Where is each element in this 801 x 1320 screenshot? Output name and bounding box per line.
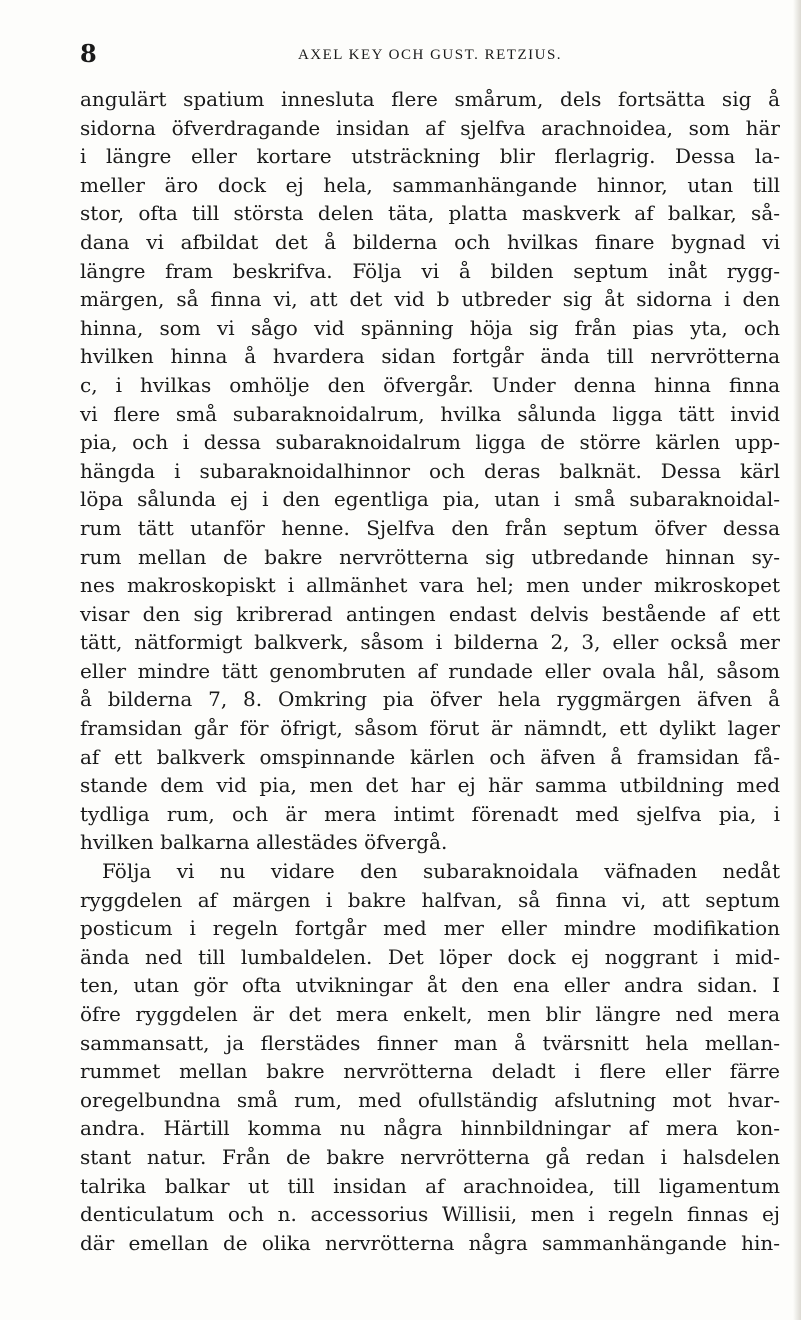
text-line: denticulatum och n. accessorius Willisii, men i regeln finnas ej: [80, 1202, 780, 1227]
text-line: märgen, så finna vi, att det vid b utbreder sig åt sidorna i den: [80, 287, 780, 312]
body-text: [80, 85, 780, 1257]
text-line: af ett balkverk omspinnande kärlen och äfven å framsidan få-: [80, 744, 780, 769]
text-line: löpa sålunda ej i den egentliga pia, utan i små subaraknoidal-: [80, 487, 780, 512]
text-line: hvilken hinna å hvardera sidan fortgår ända till nervrötterna: [80, 344, 780, 369]
text-line: vi flere små subaraknoidalrum, hvilka sålunda ligga tätt invid: [80, 401, 780, 426]
page-number: 8: [80, 39, 97, 68]
page-header: [80, 40, 780, 68]
text-line: rummet mellan bakre nervrötterna deladt i flere eller färre: [80, 1059, 780, 1084]
text-line: visar den sig kribrerad antingen endast delvis bestående af ett: [80, 601, 780, 626]
text-line: tydliga rum, och är mera intimt förenadt med sjelfva pia, i: [80, 801, 780, 826]
text-line: där emellan de olika nervrötterna några sammanhängande hin-: [80, 1230, 780, 1255]
text-line: stor, ofta till största delen täta, platta maskverk af balkar, så-: [80, 201, 780, 226]
text-line: hinna, som vi sågo vid spänning höja sig från pias yta, och: [80, 315, 780, 340]
text-line: nes makroskopiskt i allmänhet vara hel; men under mikroskopet: [80, 573, 780, 598]
text-line: oregelbundna små rum, med ofullständig afslutning mot hvar-: [80, 1087, 780, 1112]
text-line: pia, och i dessa subaraknoidalrum ligga de större kärlen upp-: [80, 430, 780, 455]
text-line: å bilderna 7, 8. Omkring pia öfver hela ryggmärgen äfven å: [80, 687, 780, 712]
text-line: rum tätt utanför henne. Sjelfva den från septum öfver dessa: [80, 515, 780, 540]
text-line: talrika balkar ut till insidan af arachnoidea, till ligamentum: [80, 1173, 780, 1198]
text-line: sidorna öfverdragande insidan af sjelfva arachnoidea, som här: [80, 115, 780, 140]
text-line: andra. Härtill komma nu några hinnbildningar af mera kon-: [80, 1116, 780, 1141]
text-line: meller äro dock ej hela, sammanhängande hinnor, utan till: [80, 172, 780, 197]
paragraph-start-line: Följa vi nu vidare den subaraknoidala väfnaden nedåt: [102, 859, 780, 884]
text-line: eller mindre tätt genombruten af rundade eller ovala hål, såsom: [80, 658, 780, 683]
text-line: ten, utan gör ofta utvikningar åt den ena eller andra sidan. I: [80, 973, 780, 998]
text-line: stande dem vid pia, men det har ej här samma utbildning med: [80, 773, 780, 798]
text-line: angulärt spatium innesluta flere smårum, dels fortsätta sig å: [80, 87, 780, 111]
running-head: AXEL KEY OCH GUST. RETZIUS.: [297, 47, 563, 63]
text-line: c, i hvilkas omhölje den öfvergår. Under denna hinna finna: [80, 372, 780, 397]
text-line: stant natur. Från de bakre nervrötterna gå redan i halsdelen: [80, 1144, 780, 1169]
text-line: framsidan går för öfrigt, såsom förut är nämndt, ett dylikt lager: [80, 716, 780, 741]
text-line: sammansatt, ja flerstädes finner man å tvärsnitt hela mellan-: [80, 1030, 780, 1055]
text-line: i längre eller kortare utsträckning blir flerlagrig. Dessa la-: [80, 144, 780, 169]
text-line: ända ned till lumbaldelen. Det löper dock ej noggrant i mid-: [80, 944, 780, 969]
paragraph-end-line: hvilken balkarna allestädes öfvergå.: [80, 830, 448, 855]
text-line: rum mellan de bakre nervrötterna sig utbredande hinnan sy-: [80, 544, 780, 569]
text-line: längre fram beskrifva. Följa vi å bilden septum inåt rygg-: [80, 258, 780, 283]
text-line: tätt, nätformigt balkverk, såsom i bilderna 2, 3, eller också mer: [80, 630, 780, 655]
text-line: ryggdelen af märgen i bakre halfvan, så finna vi, att septum: [80, 887, 780, 912]
text-line: öfre ryggdelen är det mera enkelt, men blir längre ned mera: [80, 1002, 780, 1026]
page-edge-shadow: [793, 0, 801, 1320]
text-line: dana vi afbildat det å bilderna och hvilkas finare bygnad vi: [80, 229, 780, 254]
text-line: hängda i subaraknoidalhinnor och deras balknät. Dessa kärl: [80, 458, 780, 483]
text-line: posticum i regeln fortgår med mer eller mindre modifikation: [80, 916, 780, 941]
